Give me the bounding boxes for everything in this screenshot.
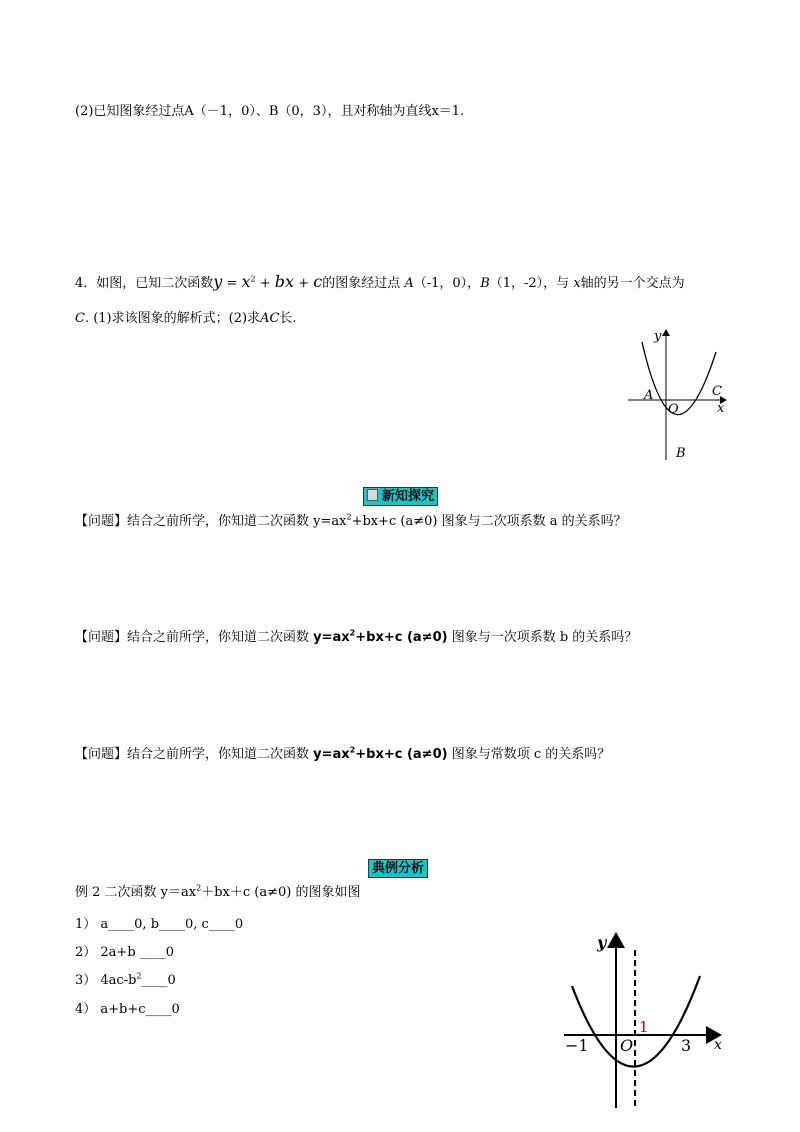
question-2-sup: 2	[349, 628, 356, 638]
eq-c: c	[313, 272, 323, 291]
graph2-y-label: y	[597, 933, 607, 952]
question-3-prefix: 【问题】结合之前所学，你知道二次函数	[75, 747, 314, 762]
example-2-title	[75, 881, 360, 900]
example-2-item-3	[75, 969, 176, 988]
question-1	[75, 510, 627, 529]
eq-square: 2	[250, 274, 256, 284]
axis-x-label: x	[573, 276, 581, 291]
question-4-line-2	[75, 307, 297, 326]
eq-x: x	[241, 272, 251, 291]
section-header-example-analysis: 典例分析	[368, 859, 428, 878]
q4-line2-mid: . (1)求该图象的解析式；(2)求	[84, 311, 261, 326]
point-b-label: B	[480, 276, 490, 291]
example-2-title-post: ＋bx＋c (a≠0) 的图象如图	[201, 885, 361, 900]
example-2-title-pre: 例 2 二次函数 y＝ax	[75, 885, 197, 900]
checkbox-icon	[367, 489, 378, 501]
ac-label: AC	[260, 311, 280, 326]
question-3-sup: 2	[349, 745, 356, 755]
question-1-suffix: 图象与二次项系数 a 的关系吗？	[437, 514, 627, 529]
parabola-curve	[642, 342, 716, 415]
example-2-item-1: 1） a____0, b____0, c____0	[75, 917, 244, 932]
eq-y: y	[213, 272, 223, 291]
graph1-point-b: B	[676, 446, 686, 461]
eq-plus-2: +	[294, 276, 314, 291]
question-1-formula-rest: +bx+c (a≠0)	[351, 514, 438, 529]
parabola-graph-1	[622, 322, 734, 464]
question-3	[75, 743, 610, 762]
question-4-line-1	[75, 272, 685, 291]
question-2	[75, 626, 637, 645]
graph2-origin: O	[620, 1036, 634, 1055]
q4-intro: 4．如图，已知二次函数	[75, 276, 214, 291]
eq-bx: bx	[274, 272, 295, 291]
question-2-suffix: 图象与一次项系数 b 的关系吗？	[447, 630, 638, 645]
point-b-coord: （1，-2），与	[489, 276, 570, 291]
point-a-label: A	[404, 276, 414, 291]
example-2-item-3-post: ____0	[141, 973, 176, 988]
graph1-point-a: A	[644, 388, 654, 403]
graph2-x-label: x	[714, 1037, 722, 1053]
graph1-point-c: C	[712, 384, 722, 399]
section-header-new-knowledge	[363, 487, 438, 506]
eq-equals: =	[222, 276, 242, 291]
eq-plus-1: +	[255, 276, 275, 291]
example-2-item-2: 2） 2a+b ____0	[75, 945, 175, 960]
example-2-item-3-sup: 2	[136, 971, 142, 981]
question-2-formula: y=ax	[313, 630, 350, 645]
question-3-part-2: (2)已知图象经过点A（－1，0）、B（0，3），且对称轴为直线x＝1.	[75, 104, 465, 119]
graph1-x-label: x	[717, 401, 725, 416]
question-2-formula-rest: +bx+c (a≠0)	[355, 630, 448, 645]
q4-tail: 轴的另一个交点为	[580, 276, 685, 291]
parabola-graph-2	[560, 928, 736, 1110]
example-2-title-sup: 2	[196, 883, 202, 893]
question-1-sup: 2	[346, 512, 352, 522]
question-3-formula-rest: +bx+c (a≠0)	[355, 747, 448, 762]
question-3-formula: y=ax	[313, 747, 350, 762]
question-1-formula: y=ax	[313, 514, 347, 529]
section-1-title: 新知探究	[382, 489, 435, 504]
question-2-prefix: 【问题】结合之前所学，你知道二次函数	[75, 630, 314, 645]
point-c-label: C	[75, 311, 85, 326]
point-a-coord: （-1，0），	[413, 276, 481, 291]
graph1-y-label: y	[654, 329, 662, 344]
example-2-item-4: 4） a+b+c____0	[75, 1002, 180, 1017]
graph2-neg1-label: −1	[565, 1036, 589, 1055]
graph2-3-label: 3	[681, 1036, 692, 1055]
q4-line2-end: 长.	[279, 311, 297, 326]
question-1-prefix: 【问题】结合之前所学，你知道二次函数	[75, 514, 314, 529]
example-2-item-3-pre: 3） 4ac-b	[75, 973, 137, 988]
graph1-origin: O	[668, 402, 679, 417]
graph2-1-label: 1	[639, 1018, 649, 1036]
question-3-suffix: 图象与常数项 c 的关系吗？	[447, 747, 611, 762]
q4-after-eq: 的图象经过点	[322, 276, 401, 291]
